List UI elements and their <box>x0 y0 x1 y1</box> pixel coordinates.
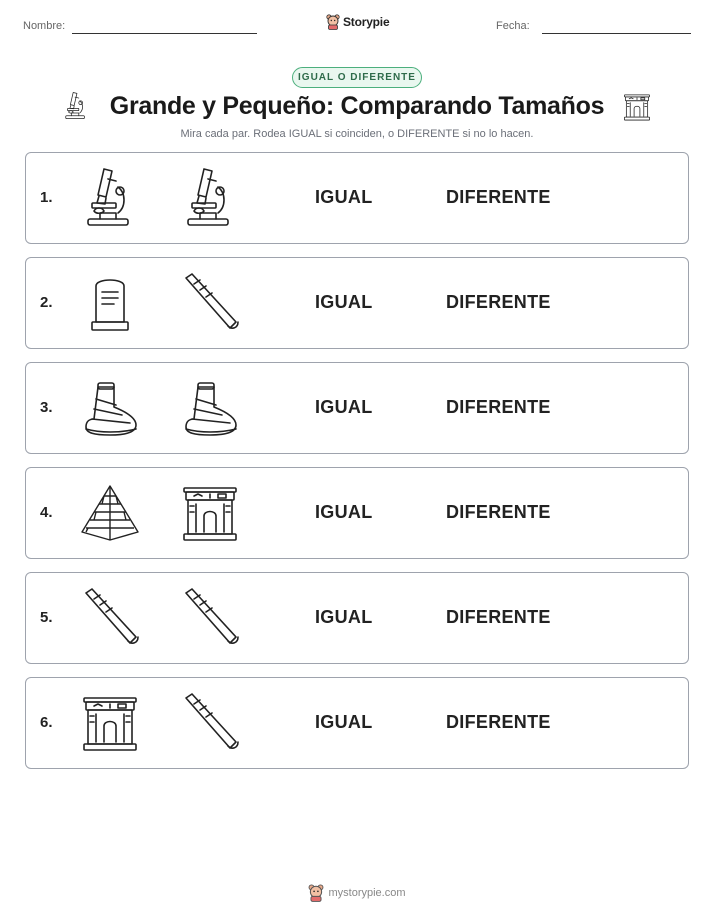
same-option[interactable]: IGUAL <box>315 397 373 417</box>
row-number: 3. <box>40 399 53 416</box>
microscope-icon <box>180 167 240 229</box>
different-option[interactable]: DIFERENTE <box>446 187 551 207</box>
different-option[interactable]: DIFERENTE <box>446 397 551 417</box>
same-option[interactable]: IGUAL <box>315 292 373 312</box>
egyptian-temple-icon <box>80 692 140 754</box>
exercise-row <box>25 257 689 349</box>
name-line <box>72 33 257 34</box>
row-number: 5. <box>40 609 53 626</box>
instructions: Mira cada par. Rodea IGUAL si coinciden, o DIFERENTE si no lo hacen. <box>180 128 534 140</box>
page-title: Grande y Pequeño: Comparando Tamaños <box>109 92 605 120</box>
microscope-icon <box>80 167 140 229</box>
gravestone-icon <box>80 272 140 334</box>
bear-mascot-icon <box>326 14 340 30</box>
sandal-icon <box>180 377 240 439</box>
brand-name: Storypie <box>343 15 390 29</box>
exercise-row <box>25 152 689 244</box>
egyptian-temple-icon <box>622 92 652 122</box>
row-number: 4. <box>40 504 53 521</box>
scroll-rod-icon <box>80 587 140 649</box>
worksheet-header <box>0 0 714 50</box>
same-option[interactable]: IGUAL <box>315 712 373 732</box>
different-option[interactable]: DIFERENTE <box>446 502 551 522</box>
sandal-icon <box>80 377 140 439</box>
row-number: 1. <box>40 189 53 206</box>
activity-badge: IGUAL O DIFERENTE <box>292 67 422 88</box>
date-line <box>542 33 691 34</box>
scroll-rod-icon <box>180 272 240 334</box>
row-number: 6. <box>40 714 53 731</box>
exercise-row <box>25 362 689 454</box>
date-label: Fecha: <box>496 20 530 32</box>
exercise-row <box>25 677 689 769</box>
different-option[interactable]: DIFERENTE <box>446 712 551 732</box>
same-option[interactable]: IGUAL <box>315 607 373 627</box>
egyptian-temple-icon <box>180 482 240 544</box>
scroll-rod-icon <box>180 587 240 649</box>
same-option[interactable]: IGUAL <box>315 502 373 522</box>
footer <box>0 884 714 902</box>
name-label: Nombre: <box>23 20 66 32</box>
exercise-row <box>25 467 689 559</box>
different-option[interactable]: DIFERENTE <box>446 292 551 312</box>
scroll-rod-icon <box>180 692 240 754</box>
exercise-row <box>25 572 689 664</box>
different-option[interactable]: DIFERENTE <box>446 607 551 627</box>
same-option[interactable]: IGUAL <box>315 187 373 207</box>
row-number: 2. <box>40 294 53 311</box>
pyramid-icon <box>80 482 140 544</box>
bear-mascot-icon <box>308 884 324 902</box>
brand-logo <box>326 14 389 30</box>
footer-url[interactable]: mystorypie.com <box>328 887 406 899</box>
